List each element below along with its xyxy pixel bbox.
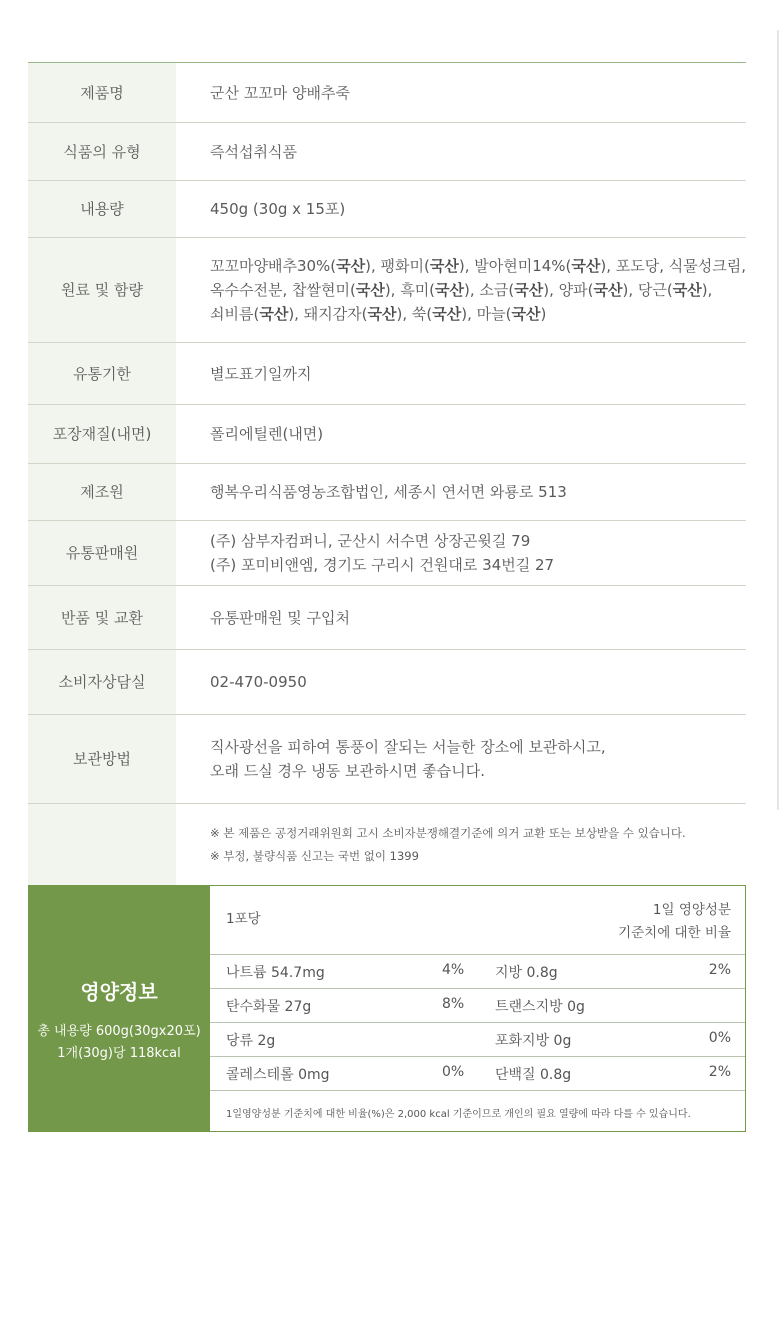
label-volume: 내용량 [28, 181, 176, 238]
row-product-name [28, 63, 746, 123]
nutrition-kcal: 1개(30g)당 118kcal [57, 1046, 181, 1061]
value-consumer: 02-470-0950 [176, 650, 746, 715]
daily-value-header [618, 899, 731, 945]
nutrition-divider [210, 1022, 745, 1023]
label-food-type: 식품의 유형 [28, 123, 176, 181]
value-product-name: 군산 꼬꼬마 양배추죽 [176, 63, 746, 123]
ingredients-line-3: 쇠비름(국산), 돼지감자(국산), 쑥(국산), 마늘(국산) [210, 305, 547, 323]
nutrition-footnote: 1일영양성분 기준치에 대한 비율(%)은 2,000 kcal 기준이므로 개인의 필요 열량에 따라 다를 수 있습니다. [226, 1109, 691, 1120]
value-storage [176, 715, 746, 804]
nutrient-percent: 8% [442, 996, 465, 1012]
per-pack-label: 1포당 [226, 911, 261, 927]
nutrient-percent: 2% [708, 1064, 731, 1080]
distributor-line-2: (주) 포미비앤엠, 경기도 구리시 건원대로 34번길 27 [210, 556, 555, 574]
label-notes-empty [28, 804, 176, 886]
nutrient-name: 당류 2g [226, 1033, 276, 1049]
nutrition-table [210, 885, 746, 1132]
nutrient-name: 탄수화물 27g [226, 999, 312, 1015]
row-packaging [28, 405, 746, 464]
daily-value-header-line-1: 1일 영양성분 [652, 902, 731, 918]
storage-line-2: 오래 드실 경우 냉동 보관하시면 좋습니다. [210, 762, 485, 780]
nutrition-summary-panel [28, 885, 210, 1132]
distributor-line-1: (주) 삼부자컴퍼니, 군산시 서수면 상장곤윗길 79 [210, 532, 531, 550]
label-maker: 제조원 [28, 464, 176, 521]
nutrient-name: 나트륨 54.7mg [226, 965, 325, 981]
nutrient-name: 콜레스테롤 0mg [226, 1067, 330, 1083]
nutrient-name: 트랜스지방 0g [495, 999, 585, 1015]
value-packaging: 폴리에틸렌(내면) [176, 405, 746, 464]
label-consumer: 소비자상담실 [28, 650, 176, 715]
label-ingredients: 원료 및 함량 [28, 238, 176, 343]
row-storage [28, 715, 746, 804]
row-ingredients [28, 238, 746, 343]
daily-value-header-line-2: 기준치에 대한 비율 [618, 925, 731, 941]
row-consumer [28, 650, 746, 715]
row-expiry [28, 343, 746, 405]
nutrition-title: 영양정보 [80, 980, 158, 1004]
label-distributor: 유통판매원 [28, 521, 176, 586]
value-ingredients [176, 238, 746, 343]
note-line-2: ※ 부정, 불량식품 신고는 국번 없이 1399 [210, 848, 419, 863]
value-distributor [176, 521, 746, 586]
nutrition-divider [210, 988, 745, 989]
nutrition-section [28, 885, 747, 1132]
nutrition-divider [210, 954, 745, 955]
row-notes [28, 804, 746, 886]
ingredients-line-2: 옥수수전분, 찹쌀현미(국산), 흑미(국산), 소금(국산), 양파(국산), 당근(국산), [210, 281, 713, 299]
page-edge-line [777, 30, 779, 810]
value-return: 유통판매원 및 구입처 [176, 586, 746, 650]
row-return [28, 586, 746, 650]
nutrition-divider [210, 1090, 745, 1091]
nutrient-percent: 0% [708, 1030, 731, 1046]
value-expiry: 별도표기일까지 [176, 343, 746, 405]
nutrient-name: 단백질 0.8g [495, 1067, 572, 1083]
row-food-type [28, 123, 746, 181]
nutrient-name: 지방 0.8g [495, 965, 558, 981]
label-return: 반품 및 교환 [28, 586, 176, 650]
storage-line-1: 직사광선을 피하여 통풍이 잘되는 서늘한 장소에 보관하시고, [210, 738, 606, 756]
value-maker: 행복우리식품영농조합법인, 세종시 연서면 와룡로 513 [176, 464, 746, 521]
nutrient-percent: 0% [442, 1064, 465, 1080]
value-food-type: 즉석섭취식품 [176, 123, 746, 181]
row-distributor [28, 521, 746, 586]
label-product-name: 제품명 [28, 63, 176, 123]
nutrient-percent: 2% [708, 962, 731, 978]
note-line-1: ※ 본 제품은 공정거래위원회 고시 소비자분쟁해결기준에 의거 교환 또는 보상받을 수 있습니다. [210, 825, 686, 840]
nutrient-name: 포화지방 0g [495, 1033, 572, 1049]
label-packaging: 포장재질(내면) [28, 405, 176, 464]
ingredients-line-1: 꼬꼬마양배추30%(국산), 팽화미(국산), 발아현미14%(국산), 포도당, 식물성크림, [210, 257, 746, 275]
nutrient-percent: 4% [442, 962, 465, 978]
label-expiry: 유통기한 [28, 343, 176, 405]
nutrition-divider [210, 1056, 745, 1057]
nutrition-total-volume: 총 내용량 600g(30gx20포) [37, 1024, 201, 1039]
label-storage: 보관방법 [28, 715, 176, 804]
product-info-table [28, 62, 746, 886]
value-volume: 450g (30g x 15포) [176, 181, 746, 238]
row-volume [28, 181, 746, 238]
row-maker [28, 464, 746, 521]
value-notes [176, 804, 746, 886]
